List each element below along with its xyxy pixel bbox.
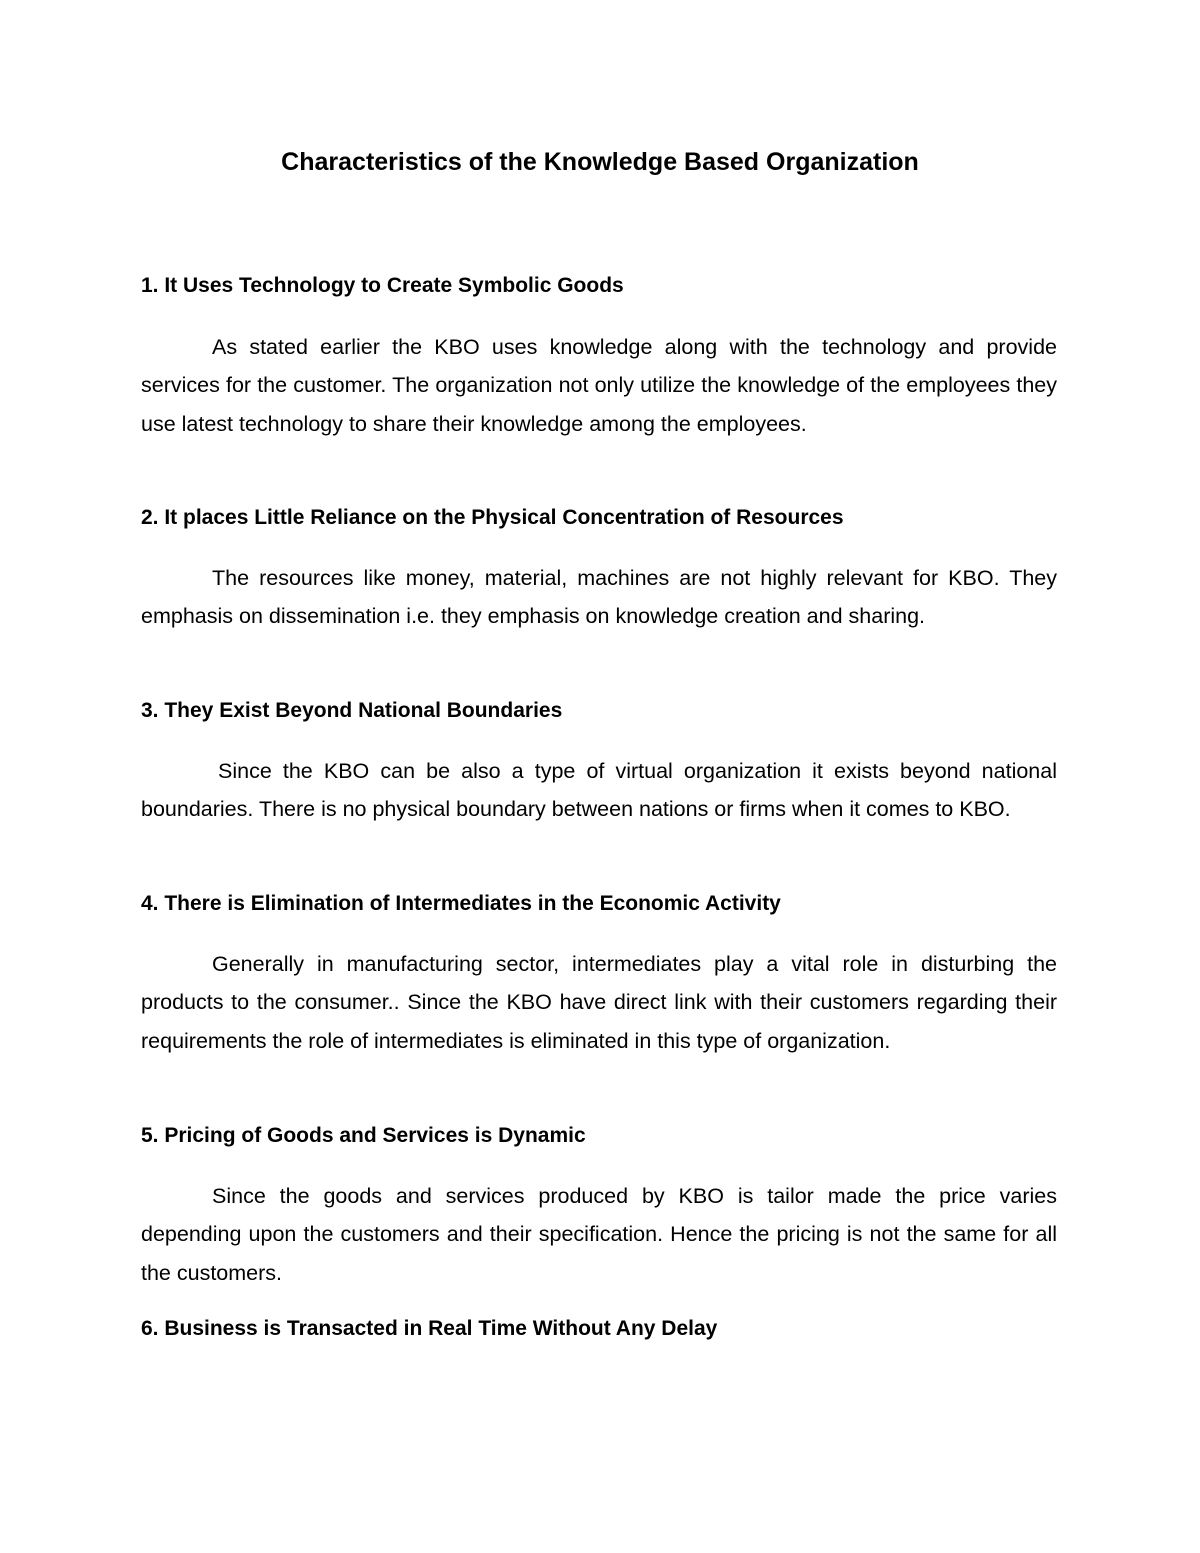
section-heading-6: 6. Business is Transacted in Real Time Without Any Delay <box>141 1317 718 1340</box>
section-heading-1: 1. It Uses Technology to Create Symbolic Goods <box>141 274 624 297</box>
section-heading-2: 2. It places Little Reliance on the Physical Concentration of Resources <box>141 506 844 529</box>
section-body-5: Since the goods and services produced by KBO is tailor made the price varies depending upon the customers and their specification. Hence the pricing is not the same for all the customers. <box>141 1184 1057 1285</box>
section-heading-4: 4. There is Elimination of Intermediates in the Economic Activity <box>141 892 781 915</box>
section-body-1: As stated earlier the KBO uses knowledge along with the technology and provide services for the customer. The organization not only utilize the knowledge of the employees they use latest technology to share their knowledge among the employees. <box>141 335 1057 436</box>
section-heading-5: 5. Pricing of Goods and Services is Dynamic <box>141 1124 586 1147</box>
section-body-4: Generally in manufacturing sector, intermediates play a vital role in disturbing the products to the consumer.. Since the KBO have direct link with their customers regarding their requirements the role of intermediates is eliminated in this type of organization. <box>141 952 1057 1053</box>
document-title: Characteristics of the Knowledge Based Organization <box>281 148 919 176</box>
section-body-2: The resources like money, material, machines are not highly relevant for KBO. They emphasis on dissemination i.e. they emphasis on knowledge creation and sharing. <box>141 566 1057 629</box>
section-body-3: Since the KBO can be also a type of virtual organization it exists beyond national boundaries. There is no physical boundary between nations or firms when it comes to KBO. <box>141 759 1057 822</box>
section-heading-3: 3. They Exist Beyond National Boundaries <box>141 699 563 722</box>
